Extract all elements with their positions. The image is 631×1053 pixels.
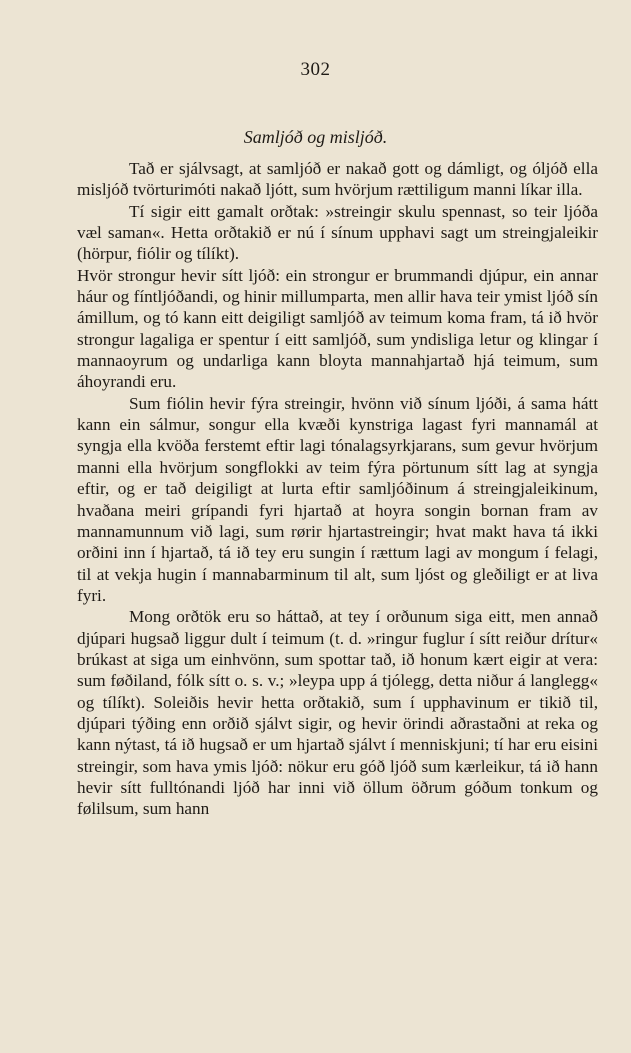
paragraph-5: Mong orðtök eru so háttað, at tey í orðunum siga eitt, men annað djúpari hugsað liggur dult í teimum (t. d. »ringur fuglur í sítt reiður drítur« brúkast at siga um einhvönn, sum spottar tað, ið honum kært eigir at vera: sum føðiland, fólk sítt o. s. v.; »leypa upp á tjólegg, detta niður á langlegg« og tílíkt). Soleiðis hevir hetta orðtakið, sum í upphavinum er tikið til, djúpari týðing enn orðið sjálvt sigir, og hevir örindi aðrastaðni at reka og kann nýtast, tá ið hugsað er um hjartað sjálvt í menniskjuni; tí har eru eisini streingir, som hava ymis ljóð: nökur eru góð ljóð sum kærleikur, tá ið hann hevir sítt fulltónandi ljóð har inni við öllum öðrum góðum tonkum og følilsum, sum hann <box>77 607 598 819</box>
page-number: 302 <box>300 59 331 80</box>
section-heading: Samljóð og misljóð. <box>243 127 388 147</box>
paragraph-3: Hvör strongur hevir sítt ljóð: ein strongur er brummandi djúpur, ein annar háur og fíntljóðandi, og hinir millumparta, men allir hava teir ymist ljóð sín ámillum, og tó kann eitt deigiligt samljóð av teimum koma fram, tá ið hvör strongur lagaliga er spentur í eitt samljóð, sum yndisliga letur og klingar í mannaoyrum og undarliga kann bloyta mannahjartað hjá teimum, sum áhoyrandi eru. <box>77 265 598 392</box>
body-text <box>77 158 598 820</box>
paragraph-4: Sum fiólin hevir fýra streingir, hvönn við sínum ljóði, á sama hátt kann ein sálmur, songur ella kvæði kynstriga lagast fyri mannamál at syngja ella kvöða ferstemt eftir lagi tónalagsyrkjarans, sum gevur hvörjum manni ella hvörjum songflokki av teim fýra pörtunum sítt lag at syngja eftir, og er tað deigiligt at lurta eftir samljóðinum á streingjaleikinum, hvaðana meiri grípandi fyri hjartað at hoyra songin bornan fram av mannamunnum við lagi, sum rørir hjartastreingir; hvat makt hava tá ikki orðini inn í hjartað, tá ið tey eru sungin í rættum lagi av mongum í felagi, til at vekja hugin í mannabarminum til alt, sum ljóst og gleðiligt er at liva fyri. <box>77 393 598 605</box>
paragraph-2: Tí sigir eitt gamalt orðtak: »streingir skulu spennast, so teir ljóða væl saman«. Hetta orðtakið er nú í sínum upphavi sagt um streingjaleikir (hörpur, fiólir og tílíkt). <box>77 201 598 264</box>
paragraph-1: Tað er sjálvsagt, at samljóð er nakað gott og dámligt, og óljóð ella misljóð tvörturimóti nakað ljótt, sum hvörjum rættiligum manni líkar illa. <box>77 159 598 200</box>
